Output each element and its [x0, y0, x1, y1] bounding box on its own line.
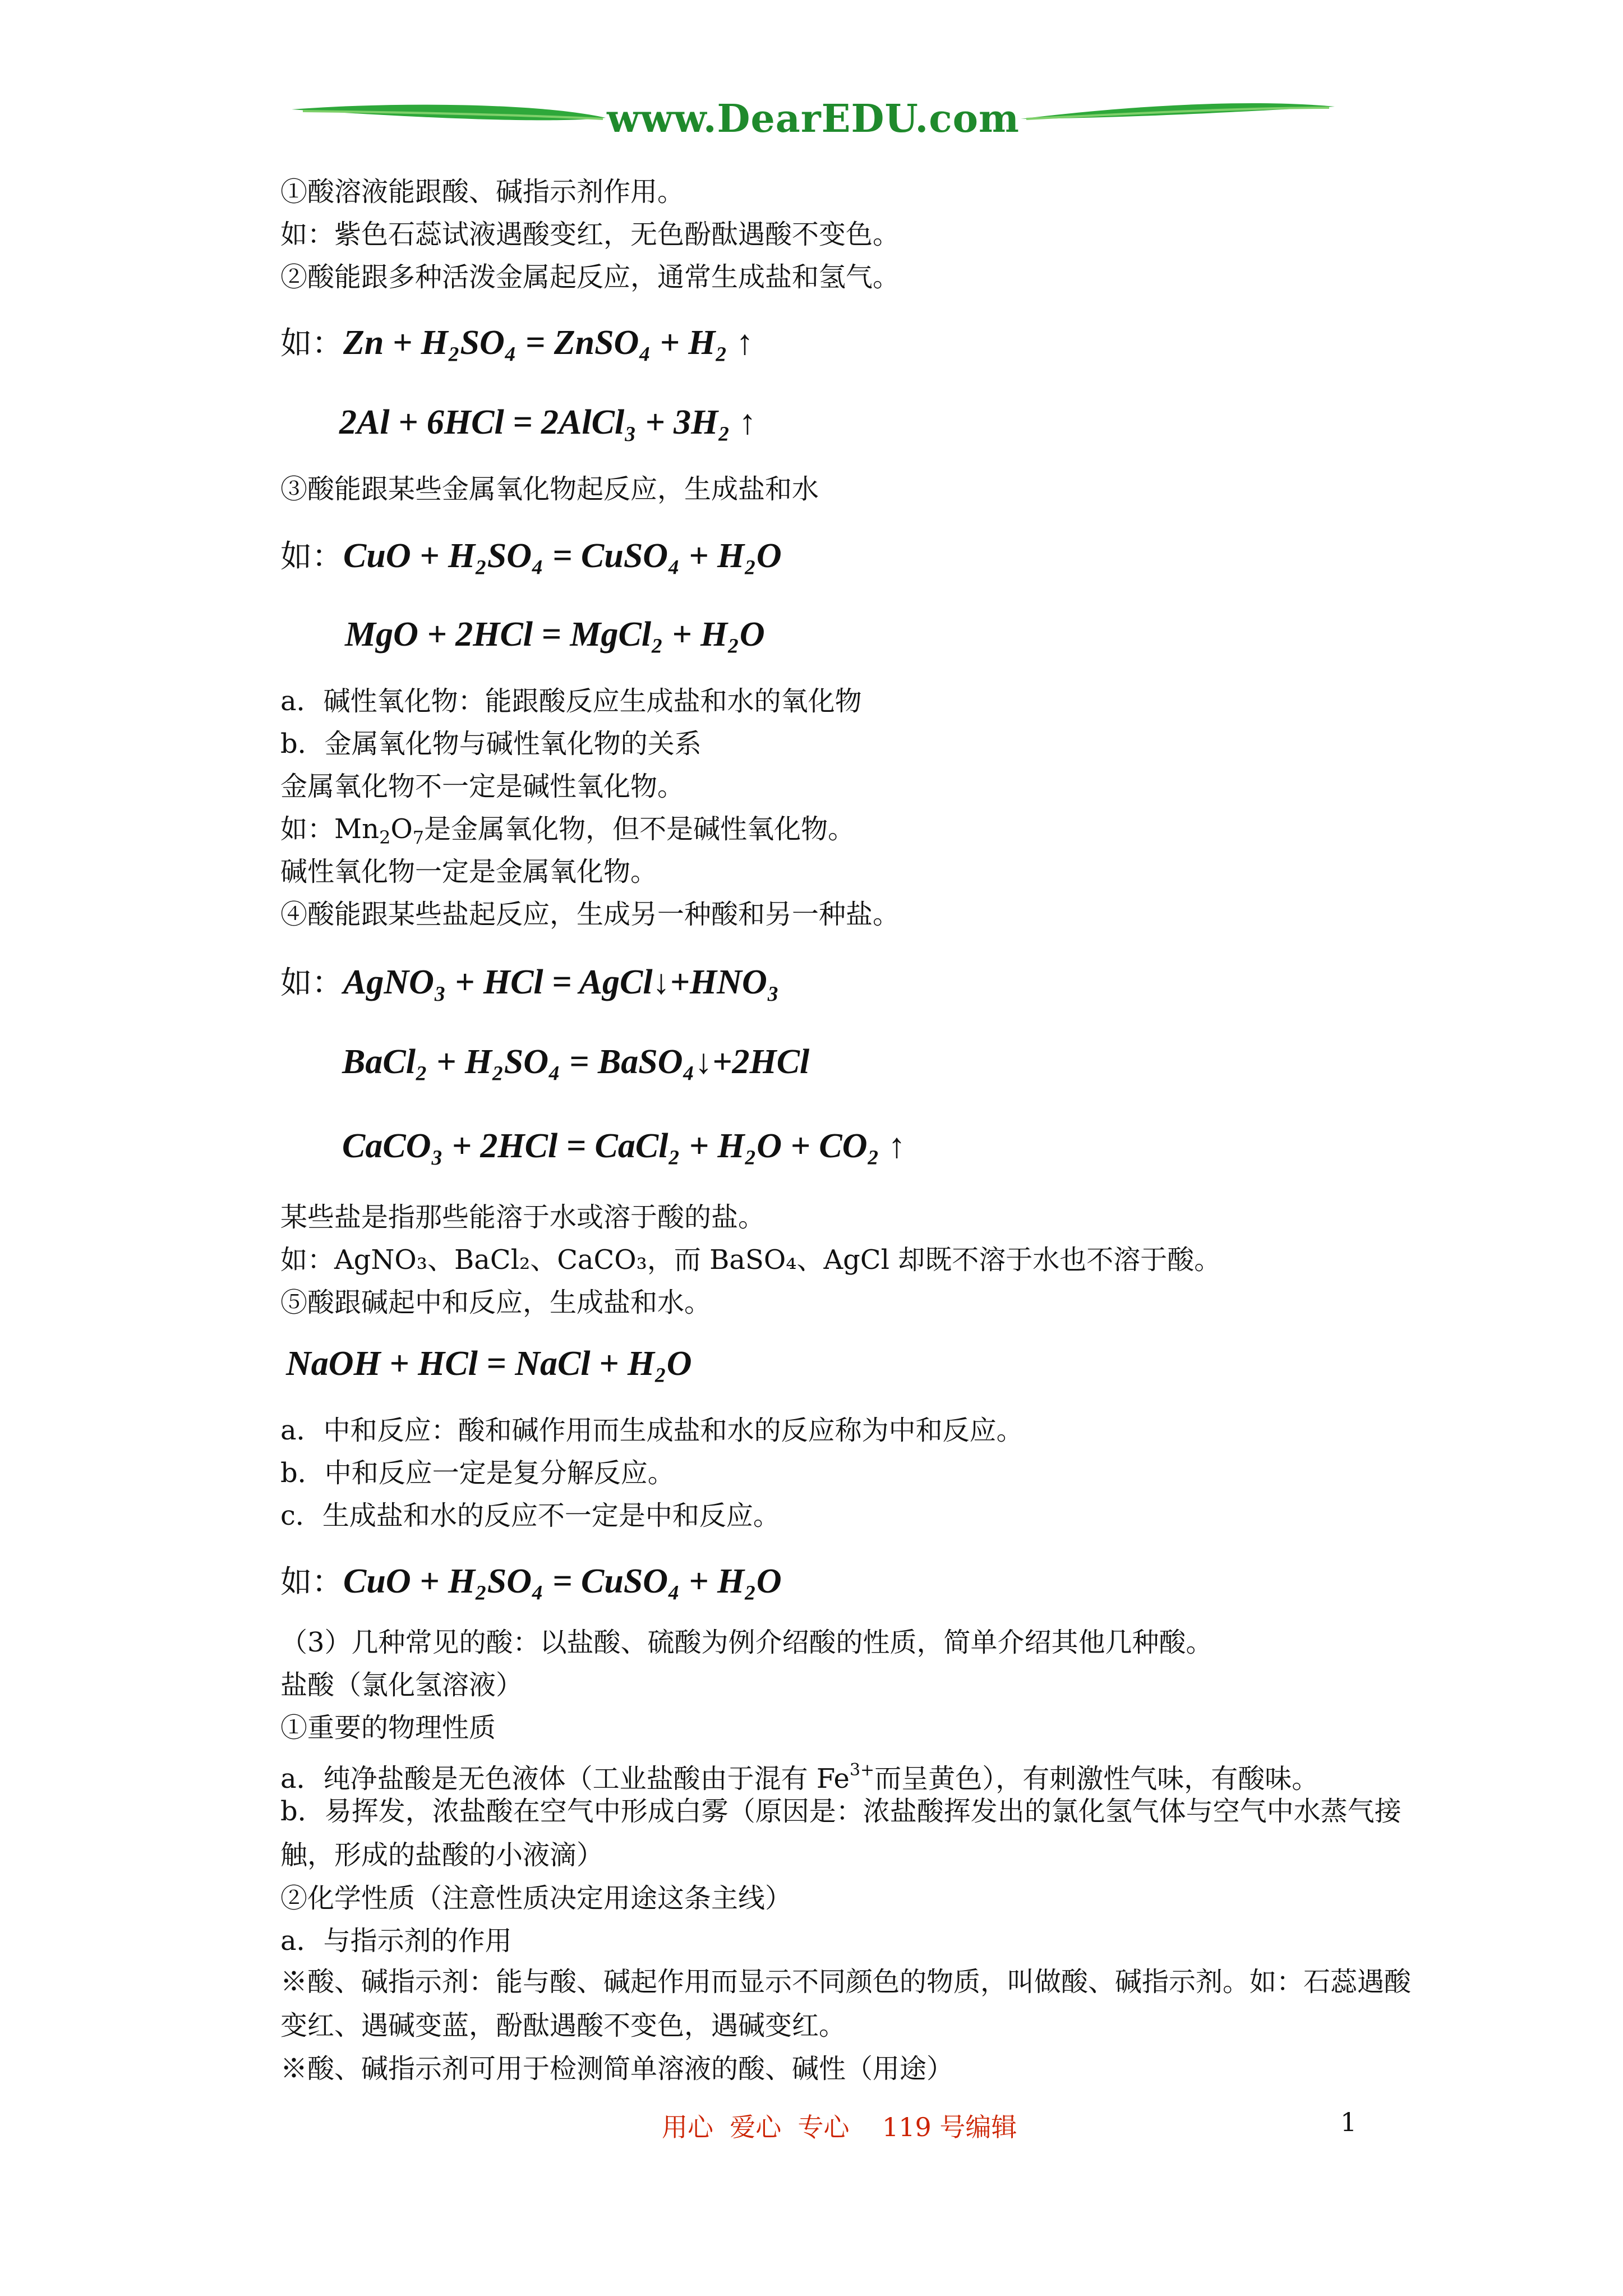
text-paragraph: ※酸、碱指示剂：能与酸、碱起作用而显示不同颜色的物质，叫做酸、碱指示剂。如：石蕊遇酸变红、遇碱变蓝，酚酞遇酸不变色，遇碱变红。: [280, 1966, 1412, 2041]
text-line: a．与指示剂的作用: [280, 1925, 512, 1957]
text-line: ④酸能跟某些盐起反应，生成另一种酸和另一种盐。: [280, 899, 900, 930]
equation-lead: 如：: [280, 1564, 343, 1600]
text-line: ⑤酸跟碱起中和反应，生成盐和水。: [280, 1287, 712, 1318]
text-segment: a．纯净盐酸是无色液体（工业盐酸由于混有 Fe: [280, 1763, 850, 1795]
equation-3: [280, 532, 782, 577]
equation-4: MgO + 2HCl = MgCl₂ + H₂O: [345, 615, 765, 654]
text-line: （3）几种常见的酸：以盐酸、硫酸为例介绍酸的性质，简单介绍其他几种酸。: [280, 1627, 1213, 1658]
subscript: 2: [379, 827, 391, 848]
text-line: 碱性氧化物一定是金属氧化物。: [280, 856, 658, 887]
equation-text: CuO + H₂SO₄ = CuSO₄ + H₂O: [343, 1562, 782, 1600]
text-segment: 而呈黄色），有刺激性气味，有酸味。: [874, 1763, 1319, 1795]
text-segment: 是金属氧化物，但不是碱性氧化物。: [424, 813, 855, 845]
text-line: ①重要的物理性质: [280, 1712, 496, 1743]
equation-lead: 如：: [280, 325, 343, 362]
text-line: ②化学性质（注意性质决定用途这条主线）: [280, 1883, 792, 1914]
text-line: 如：紫色石蕊试液遇酸变红，无色酚酞遇酸不变色。: [280, 219, 900, 250]
footer-text: 用心 爱心 专心 119 号编辑: [662, 2112, 1017, 2142]
text-line: ②酸能跟多种活泼金属起反应，通常生成盐和氢气。: [280, 261, 900, 293]
text-segment: 如：Mn: [280, 813, 380, 845]
text-line: ③酸能跟某些金属氧化物起反应，生成盐和水: [280, 473, 819, 505]
site-brand[interactable]: www.DearEDU.com: [607, 96, 1020, 141]
header-banner: [292, 84, 1335, 157]
superscript: 3+: [849, 1760, 875, 1780]
text-line: 金属氧化物不一定是碱性氧化物。: [280, 771, 685, 802]
text-paragraph: b．易挥发，浓盐酸在空气中形成白雾（原因是：浓盐酸挥发出的氯化氢气体与空气中水蒸气接触，形成的盐酸的小液滴）: [280, 1796, 1401, 1871]
text-line: b．中和反应一定是复分解反应。: [280, 1457, 675, 1489]
equation-lead: 如：: [280, 965, 343, 1001]
subscript: 7: [412, 827, 425, 848]
equation-text: AgNO₃ + HCl = AgCl↓+HNO₃: [343, 963, 780, 1001]
text-line: a．碱性氧化物：能跟酸反应生成盐和水的氧化物: [280, 685, 862, 717]
text-line: b．金属氧化物与碱性氧化物的关系: [280, 728, 702, 760]
text-line-mn2o7: [280, 812, 855, 854]
text-line: 如：AgNO₃、BaCl₂、CaCO₃，而 BaSO₄、AgCl 却既不溶于水也不溶于酸。: [280, 1244, 1221, 1276]
text-line: 某些盐是指那些能溶于水或溶于酸的盐。: [280, 1202, 766, 1233]
equation-1: [280, 319, 754, 364]
text-line: 盐酸（氯化氢溶液）: [280, 1669, 523, 1701]
text-line: a．中和反应：酸和碱作用而生成盐和水的反应称为中和反应。: [280, 1415, 1023, 1446]
text-line: c．生成盐和水的反应不一定是中和反应。: [280, 1500, 780, 1531]
equation-2: 2Al + 6HCl = 2AlCl₃ + 3H₂ ↑: [339, 403, 757, 441]
page-number: 1: [1340, 2107, 1357, 2137]
equation-5: [280, 958, 779, 1003]
equation-8: NaOH + HCl = NaCl + H₂O: [286, 1345, 692, 1383]
equation-9: [280, 1557, 782, 1602]
equation-text: CuO + H₂SO₄ = CuSO₄ + H₂O: [343, 537, 782, 575]
text-line: ※酸、碱指示剂可用于检测简单溶液的酸、碱性（用途）: [280, 2053, 954, 2085]
text-segment: O: [390, 813, 413, 845]
equation-6: BaCl₂ + H₂SO₄ = BaSO₄↓+2HCl: [342, 1043, 810, 1081]
equation-text: Zn + H₂SO₄ = ZnSO₄ + H₂ ↑: [343, 324, 754, 362]
equation-7: CaCO₃ + 2HCl = CaCl₂ + H₂O + CO₂ ↑: [342, 1127, 906, 1165]
text-line: ①酸溶液能跟酸、碱指示剂作用。: [280, 176, 685, 208]
equation-lead: 如：: [280, 539, 343, 575]
